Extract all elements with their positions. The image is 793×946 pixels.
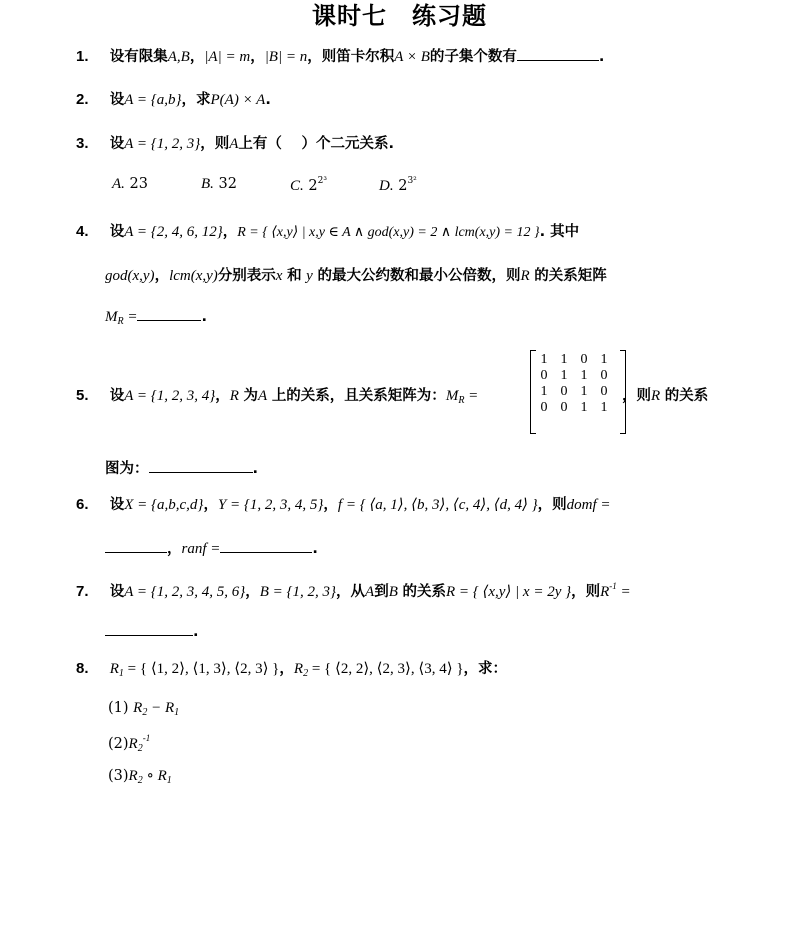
question-7: 7. 设A = {1, 2, 3, 4, 5, 6}，B = {1, 2, 3}，从A到B 的关系R = { ⟨x,y⟩ | x = 2y }，则$R^{-1}$ = — [76, 581, 631, 600]
matrix-row: 1 0 1 0 — [540, 384, 608, 399]
question-number: 5. — [76, 387, 89, 404]
sub-question-1: (1) $R_2 - R_1$ — [108, 700, 180, 718]
page-title: 课时七 练习题 — [312, 2, 487, 30]
question-7-line-2: . — [105, 623, 199, 640]
question-number: 4. — [76, 223, 89, 240]
question-5-tail: ，则R 的关系 — [622, 388, 709, 404]
answer-blank — [517, 48, 599, 61]
question-number: 2. — [76, 91, 89, 108]
question-4-line-2: god(x,y)，lcm(x,y)分别表示x 和 y 的最大公约数和最小公倍数，则R 的关系矩阵 — [105, 268, 607, 284]
choice-d: D. $2^{3^2}$ — [379, 176, 417, 194]
question-number: 6. — [76, 496, 89, 513]
question-6-line-2: ，ranf = . — [105, 537, 318, 558]
question-8: 8. $R_1$ = { ⟨1, 2⟩, ⟨1, 3⟩, ⟨2, 3⟩ }，$R_2$ = { ⟨2, 2⟩, ⟨2, 3⟩, ⟨3, 4⟩ }，求： — [76, 660, 508, 679]
question-number: 1. — [76, 48, 89, 65]
question-1: 1. 设有限集A,B，|A| = m，|B| = n，则笛卡尔积A × B的子集个数有 . — [76, 48, 605, 65]
answer-blank — [105, 623, 193, 636]
answer-blank — [105, 540, 167, 553]
matrix-row: 0 0 1 1 — [540, 400, 608, 415]
question-6: 6. 设X = {a,b,c,d}，Y = {1, 2, 3, 4, 5}，f = { ⟨a, 1⟩, ⟨b, 3⟩, ⟨c, 4⟩, ⟨d, 4⟩ }，则domf = — [76, 496, 611, 513]
answer-blank — [220, 540, 312, 553]
left-bracket — [530, 350, 536, 434]
question-4: 4. 设A = {2, 4, 6, 12}，R = { ⟨x,y⟩ | x,y ∈ A ∧ god(x,y) = 2 ∧ lcm(x,y) = 12 }. 其中 — [76, 223, 580, 240]
answer-blank — [137, 308, 201, 321]
matrix-row: 0 1 1 0 — [540, 368, 608, 383]
question-4-line-3: $M_R$ = . — [105, 309, 207, 327]
sub-question-2: $(2)R_2^{-1}$ — [108, 733, 151, 754]
question-number: 3. — [76, 135, 89, 152]
question-3: 3. 设A = {1, 2, 3}，则A上有（ ）个二元关系. — [76, 135, 394, 152]
question-5: 5. 设A = {1, 2, 3, 4}，R 为A 上的关系，且关系矩阵为：$M_R$ = — [76, 387, 479, 406]
matrix-row: 1 1 0 1 — [540, 352, 608, 367]
question-5-line-2: 图为： . — [105, 461, 259, 477]
choice-c: C. $2^{2^3}$ — [290, 176, 327, 194]
choice-a: A. 23 — [112, 176, 148, 192]
question-number: 8. — [76, 660, 89, 677]
choice-b: B. 32 — [201, 176, 237, 192]
answer-blank — [149, 460, 253, 473]
question-2: 2. 设A = {a,b}，求P(A) × A. — [76, 91, 271, 108]
relation-matrix — [530, 350, 626, 434]
question-number: 7. — [76, 583, 89, 600]
sub-question-3: $(3)R_2$ ∘ $R_1$ — [108, 768, 172, 786]
